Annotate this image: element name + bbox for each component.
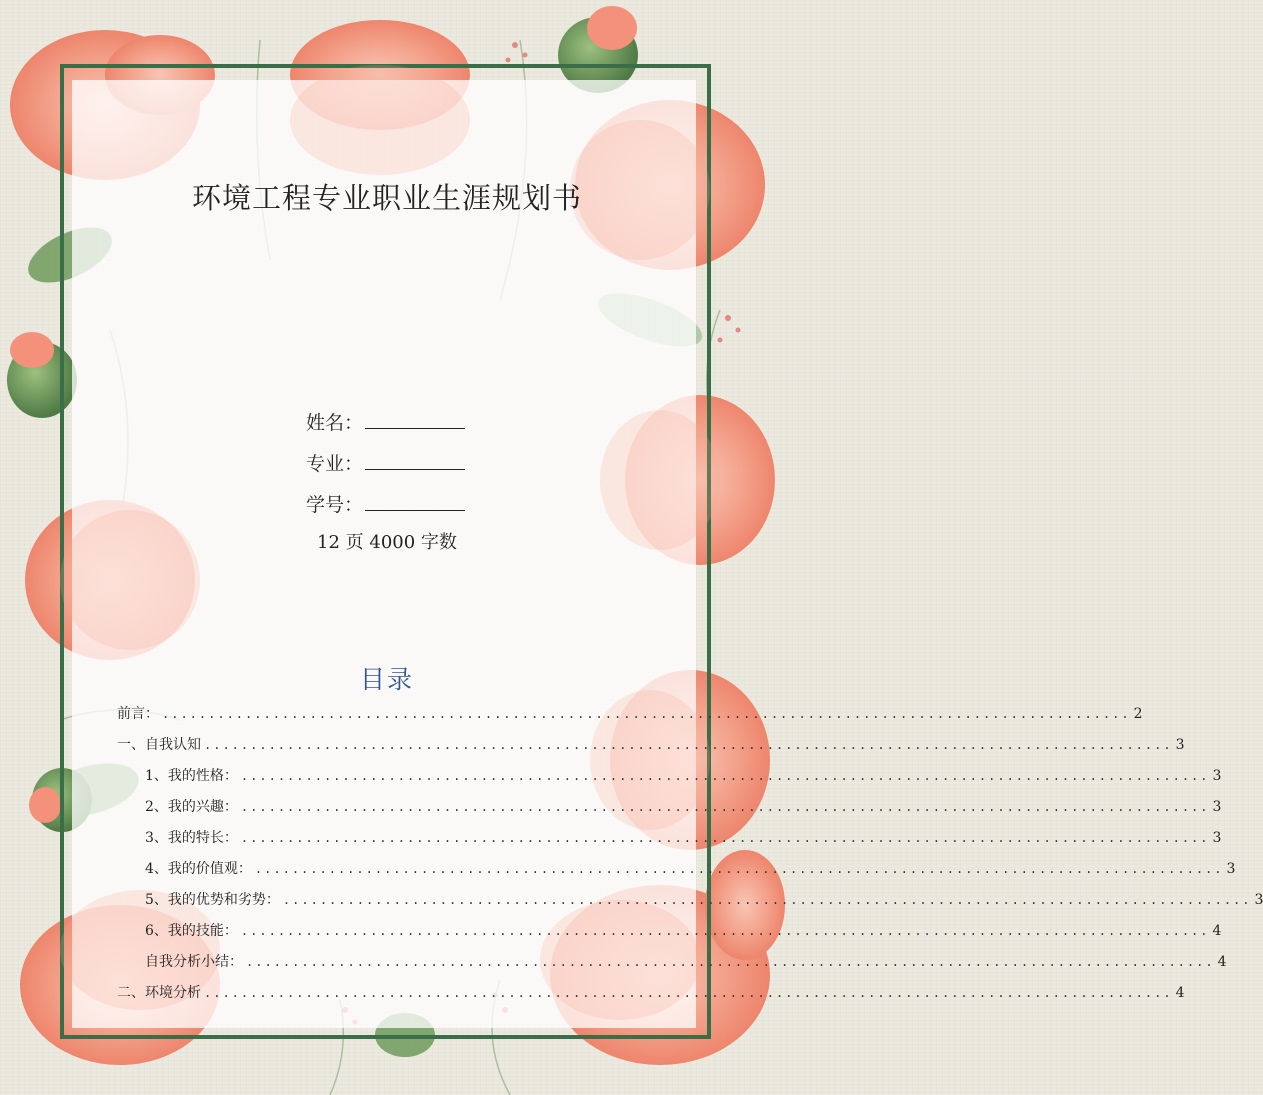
toc-entry-text: 自我分析小结：: [145, 954, 243, 970]
document-title: 环境工程专业职业生涯规划书: [191, 181, 582, 215]
table-of-contents: [117, 703, 1263, 1013]
toc-entry[interactable]: [117, 889, 1263, 920]
toc-entry[interactable]: [117, 858, 1236, 889]
toc-leader-dots: .........................................................................................................: [240, 831, 1210, 845]
toc-entry-page: 3: [1212, 768, 1222, 784]
toc-entry-text: 一、自我认知: [117, 737, 201, 753]
major-field: [306, 449, 465, 476]
toc-entry-text: 前言：: [117, 706, 159, 722]
toc-leader-dots: .........................................................................................................: [246, 955, 1215, 969]
toc-entry[interactable]: [117, 920, 1222, 951]
toc-entry-page: 3: [1254, 892, 1263, 908]
toc-leader-dots: .........................................................................................................: [240, 800, 1210, 814]
toc-entry-text: 1、我的性格：: [145, 768, 238, 784]
toc-entry-page: 4: [1175, 985, 1185, 1001]
toc-entry-page: 3: [1212, 830, 1222, 846]
toc-entry-page: 4: [1212, 923, 1222, 939]
toc-entry[interactable]: [117, 796, 1222, 827]
toc-leader-dots: .........................................................................................................: [162, 707, 1131, 721]
name-blank-line: [365, 410, 465, 429]
toc-entry[interactable]: [117, 703, 1143, 734]
toc-entry-page: 3: [1212, 799, 1222, 815]
toc-entry-text: 5、我的优势和劣势：: [145, 892, 280, 908]
student-id-label: 学号：: [306, 494, 364, 516]
toc-entry[interactable]: [117, 765, 1222, 796]
toc-entry-text: 6、我的技能：: [145, 923, 238, 939]
student-id-blank-line: [365, 492, 465, 511]
toc-leader-dots: .........................................................................................................: [254, 862, 1224, 876]
toc-entry-text: 4、我的价值观：: [145, 861, 252, 877]
toc-leader-dots: .........................................................................................................: [240, 769, 1210, 783]
toc-entry-page: 4: [1217, 954, 1227, 970]
toc-heading: 目录: [359, 665, 414, 694]
toc-entry[interactable]: [117, 951, 1227, 982]
toc-entry[interactable]: [117, 827, 1222, 858]
toc-entry-text: 二、环境分析: [117, 985, 201, 1001]
toc-entry-page: 3: [1175, 737, 1185, 753]
name-label: 姓名：: [306, 412, 364, 434]
student-id-field: [306, 490, 465, 517]
major-label: 专业：: [306, 453, 364, 475]
toc-entry-text: 2、我的兴趣：: [145, 799, 238, 815]
toc-entry-text: 3、我的特长：: [145, 830, 238, 846]
toc-entry[interactable]: [117, 734, 1185, 765]
major-blank-line: [365, 451, 465, 470]
toc-leader-dots: .........................................................................................................: [204, 738, 1173, 752]
toc-leader-dots: .........................................................................................................: [204, 986, 1173, 1000]
name-field: [306, 408, 465, 435]
toc-entry-page: 3: [1226, 861, 1236, 877]
toc-leader-dots: .........................................................................................................: [282, 893, 1252, 907]
page-word-count: 12 页 4000 字数: [317, 532, 457, 553]
toc-leader-dots: .........................................................................................................: [240, 924, 1210, 938]
toc-entry-page: 2: [1133, 706, 1143, 722]
toc-entry[interactable]: [117, 982, 1185, 1013]
